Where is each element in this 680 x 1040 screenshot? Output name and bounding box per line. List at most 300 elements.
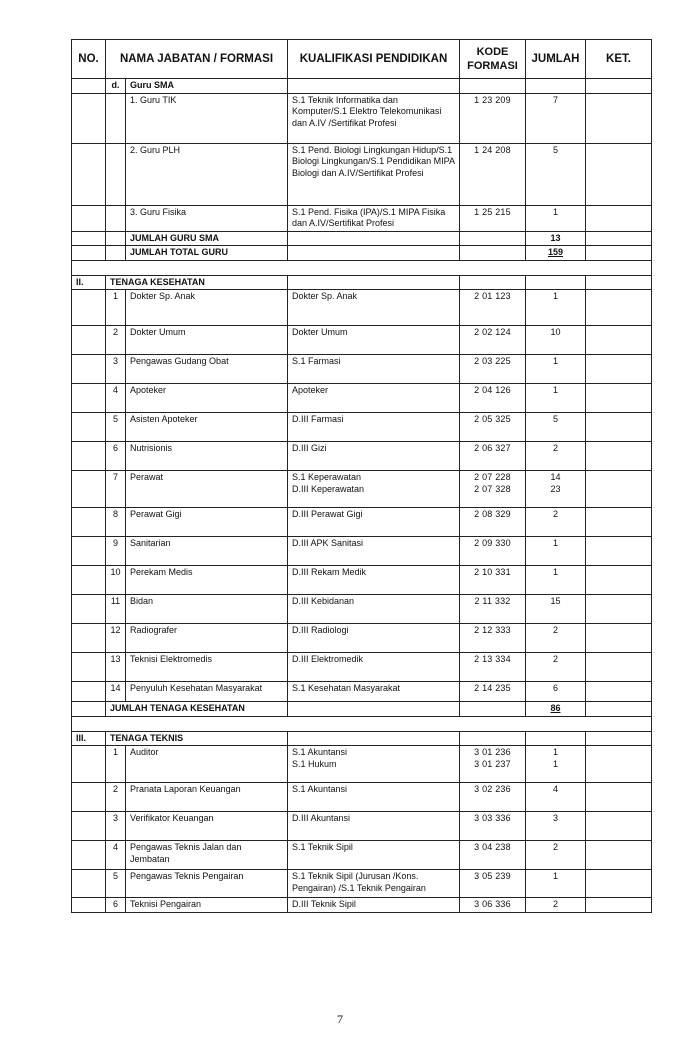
kesehatan-row-no: 5 (106, 413, 126, 442)
empty-cell (586, 205, 652, 231)
kesehatan-row-jumlah (526, 290, 586, 326)
grand-total-label: JUMLAH TOTAL GURU (126, 246, 288, 261)
kode-line: 3 02 236 (474, 784, 511, 794)
kesehatan-total-cell (526, 702, 586, 717)
qual-line: D.III Gizi (292, 443, 327, 453)
teknis-row-jumlah (526, 812, 586, 841)
jumlah-line: 1 (552, 871, 558, 881)
empty-cell (586, 595, 652, 624)
qual-line: D.III Akuntansi (292, 813, 351, 823)
header-jumlah: JUMLAH (526, 40, 586, 79)
kesehatan-row-name: Asisten Apoteker (126, 413, 288, 442)
empty-cell (586, 624, 652, 653)
qual-line: S.1 Hukum (292, 758, 337, 769)
guru-sma-letter: d. (106, 79, 126, 94)
empty-cell (526, 275, 586, 290)
teknis-row (72, 812, 652, 841)
empty-cell (288, 702, 460, 717)
kesehatan-row-qual (288, 355, 460, 384)
empty-cell (72, 841, 106, 870)
qual-line: S.1 Farmasi (292, 356, 341, 366)
kode-line: 2 07 228 (474, 472, 511, 482)
kesehatan-row-no: 14 (106, 682, 126, 702)
kode-line: 3 06 336 (474, 899, 511, 909)
empty-cell (460, 246, 526, 261)
empty-cell (72, 413, 106, 442)
empty-cell (460, 231, 526, 246)
qual-line: D.III Perawat Gigi (292, 509, 363, 519)
kesehatan-total-label: JUMLAH TENAGA KESEHATAN (106, 702, 288, 717)
guru-jumlah: 5 (526, 143, 586, 205)
teknis-row-kode (460, 746, 526, 783)
teknis-row-name: Auditor (126, 746, 288, 783)
qual-line: D.III Kebidanan (292, 596, 355, 606)
kode-line: 2 04 126 (474, 385, 511, 395)
teknis-row-kode (460, 841, 526, 870)
kesehatan-row (72, 566, 652, 595)
empty-cell (586, 841, 652, 870)
teknis-row-no: 6 (106, 898, 126, 913)
kesehatan-row-no: 12 (106, 624, 126, 653)
kesehatan-row-kode (460, 355, 526, 384)
empty-cell (288, 79, 460, 94)
teknis-section-no: III. (72, 731, 106, 746)
teknis-row-kode (460, 783, 526, 812)
kesehatan-row-kode (460, 595, 526, 624)
qual-line: S.1 Akuntansi (292, 747, 348, 757)
kesehatan-row-jumlah (526, 624, 586, 653)
kesehatan-row-name: Dokter Umum (126, 326, 288, 355)
kesehatan-row-kode (460, 566, 526, 595)
header-kode-line2: FORMASI (467, 60, 518, 72)
kesehatan-section-no: II. (72, 275, 106, 290)
teknis-row-qual (288, 746, 460, 783)
empty-cell (586, 79, 652, 94)
guru-qual: S.1 Pend. Biologi Lingkungan Hidup/S.1 Biologi Lingkungan/S.1 Pendidikan MIPA Biologi dan A.IV/Sertifikat Profesi (288, 143, 460, 205)
empty-cell (586, 870, 652, 898)
empty-cell (586, 413, 652, 442)
kesehatan-row-name: Radiografer (126, 624, 288, 653)
kesehatan-row-name: Penyuluh Kesehatan Masyarakat (126, 682, 288, 702)
empty-cell (586, 442, 652, 471)
teknis-row (72, 783, 652, 812)
jumlah-line: 1 (552, 538, 558, 548)
page-number: 7 (337, 1012, 343, 1026)
empty-cell (72, 870, 106, 898)
kesehatan-row-qual (288, 508, 460, 537)
teknis-row-jumlah (526, 746, 586, 783)
jumlah-line: 6 (552, 683, 558, 693)
kesehatan-row-qual (288, 290, 460, 326)
teknis-row-qual (288, 870, 460, 898)
teknis-row-qual (288, 812, 460, 841)
kesehatan-row-name: Teknisi Elektromedis (126, 653, 288, 682)
jumlah-line: 1 (552, 385, 558, 395)
empty-cell (72, 682, 106, 702)
empty-cell (106, 205, 126, 231)
qual-line: S.1 Akuntansi (292, 784, 348, 794)
empty-cell (72, 246, 106, 261)
kode-line: 2 11 332 (474, 596, 511, 606)
kesehatan-row-kode (460, 653, 526, 682)
kesehatan-row (72, 290, 652, 326)
kesehatan-section-header (72, 275, 652, 290)
kesehatan-row-no: 7 (106, 471, 126, 508)
guru-row (72, 93, 652, 143)
guru-qual: S.1 Teknik Informatika dan Komputer/S.1 Elektro Telekomunikasi dan A.IV /Sertifikat Profesi (288, 93, 460, 143)
empty-cell (288, 275, 460, 290)
header-ket: KET. (586, 40, 652, 79)
empty-cell (526, 79, 586, 94)
jumlah-line: 2 (552, 654, 558, 664)
kesehatan-row (72, 384, 652, 413)
kesehatan-row-jumlah (526, 471, 586, 508)
teknis-row-no: 1 (106, 746, 126, 783)
empty-cell (72, 93, 106, 143)
empty-cell (72, 624, 106, 653)
empty-cell (72, 566, 106, 595)
empty-cell (460, 702, 526, 717)
kode-line: 2 01 123 (474, 291, 511, 301)
kesehatan-row-qual (288, 537, 460, 566)
empty-cell (460, 731, 526, 746)
empty-cell (72, 783, 106, 812)
kode-line: 3 04 238 (474, 842, 511, 852)
teknis-section-title: TENAGA TEKNIS (106, 731, 288, 746)
empty-cell (586, 290, 652, 326)
qual-line: D.III Rekam Medik (292, 567, 367, 577)
kesehatan-row-kode (460, 413, 526, 442)
kesehatan-row-name: Perawat Gigi (126, 508, 288, 537)
empty-cell (586, 231, 652, 246)
kode-line: 3 01 236 (474, 747, 511, 757)
kesehatan-row-name: Perekam Medis (126, 566, 288, 595)
teknis-row-qual (288, 898, 460, 913)
empty-cell (72, 508, 106, 537)
teknis-row-name: Pengawas Teknis Pengairan (126, 870, 288, 898)
guru-name: 2. Guru PLH (126, 143, 288, 205)
kesehatan-row-kode (460, 682, 526, 702)
empty-cell (586, 143, 652, 205)
empty-cell (288, 246, 460, 261)
kesehatan-row-qual (288, 566, 460, 595)
formation-table (71, 39, 652, 913)
empty-cell (586, 746, 652, 783)
teknis-row-jumlah (526, 783, 586, 812)
empty-cell (72, 537, 106, 566)
spacer-row (72, 260, 652, 275)
empty-cell (72, 471, 106, 508)
teknis-row-jumlah (526, 898, 586, 913)
empty-cell (526, 731, 586, 746)
kesehatan-row-no: 10 (106, 566, 126, 595)
kesehatan-row-name: Dokter Sp. Anak (126, 290, 288, 326)
empty-cell (106, 246, 126, 261)
kode-line: 2 12 333 (474, 625, 511, 635)
kode-line: 2 10 331 (474, 567, 511, 577)
jumlah-line: 2 (552, 625, 558, 635)
jumlah-line: 4 (552, 784, 558, 794)
jumlah-line: 1 (552, 747, 558, 757)
teknis-row-no: 3 (106, 812, 126, 841)
jumlah-line: 15 (550, 596, 561, 606)
kesehatan-row-no: 2 (106, 326, 126, 355)
guru-name: 3. Guru Fisika (126, 205, 288, 231)
empty-cell (586, 537, 652, 566)
empty-cell (586, 384, 652, 413)
kesehatan-row-kode (460, 508, 526, 537)
jumlah-line: 1 (552, 291, 558, 301)
kode-line: 3 05 239 (474, 871, 511, 881)
jumlah-line: 1 (552, 356, 558, 366)
kesehatan-row-qual (288, 442, 460, 471)
teknis-row-no: 4 (106, 841, 126, 870)
jumlah-line: 1 (552, 567, 558, 577)
empty-cell (72, 384, 106, 413)
kesehatan-row-kode (460, 537, 526, 566)
empty-cell (586, 471, 652, 508)
guru-jumlah: 1 (526, 205, 586, 231)
kode-line: 2 09 330 (474, 538, 511, 548)
empty-cell (106, 231, 126, 246)
guru-sma-total-value: 13 (526, 231, 586, 246)
empty-cell (586, 93, 652, 143)
kesehatan-row-jumlah (526, 442, 586, 471)
spacer-row (72, 716, 652, 731)
grand-total-value: 159 (547, 247, 564, 257)
empty-cell (72, 290, 106, 326)
guru-qual: S.1 Pend. Fisika (IPA)/S.1 MIPA Fisika dan A.IV/Sertifikat Profesi (288, 205, 460, 231)
guru-row (72, 143, 652, 205)
empty-cell (586, 566, 652, 595)
kesehatan-total-row (72, 702, 652, 717)
grand-total-cell (526, 246, 586, 261)
jumlah-line: 5 (552, 414, 558, 424)
kesehatan-row-qual (288, 624, 460, 653)
guru-sma-total-label: JUMLAH GURU SMA (126, 231, 288, 246)
kesehatan-row-jumlah (526, 682, 586, 702)
kesehatan-row-kode (460, 384, 526, 413)
kesehatan-row-kode (460, 471, 526, 508)
kesehatan-row-jumlah (526, 355, 586, 384)
guru-sma-title: Guru SMA (126, 79, 288, 94)
teknis-row (72, 870, 652, 898)
teknis-row-kode (460, 870, 526, 898)
kesehatan-row-qual (288, 471, 460, 508)
empty-cell (460, 79, 526, 94)
kesehatan-row-jumlah (526, 508, 586, 537)
kesehatan-row-qual (288, 413, 460, 442)
kesehatan-row (72, 413, 652, 442)
jumlah-line: 2 (552, 509, 558, 519)
header-row (72, 40, 652, 79)
kesehatan-row-no: 3 (106, 355, 126, 384)
kode-line: 3 01 237 (474, 758, 511, 769)
kesehatan-row-no: 8 (106, 508, 126, 537)
kesehatan-row (72, 508, 652, 537)
teknis-section-header (72, 731, 652, 746)
empty-cell (586, 246, 652, 261)
empty-cell (586, 508, 652, 537)
guru-kode: 1 24 208 (460, 143, 526, 205)
empty-cell (72, 143, 106, 205)
empty-cell (106, 93, 126, 143)
kesehatan-total-value: 86 (550, 703, 561, 713)
kesehatan-row-qual (288, 595, 460, 624)
teknis-row-name: Verifikator Keuangan (126, 812, 288, 841)
kesehatan-row-kode (460, 442, 526, 471)
qual-line: Apoteker (292, 385, 329, 395)
qual-line: Dokter Umum (292, 327, 348, 337)
jumlah-line: 2 (552, 899, 558, 909)
kesehatan-row-name: Pengawas Gudang Obat (126, 355, 288, 384)
empty-cell (586, 355, 652, 384)
qual-line: D.III Keperawatan (292, 483, 365, 494)
header-nama: NAMA JABATAN / FORMASI (106, 40, 288, 79)
kesehatan-row-name: Apoteker (126, 384, 288, 413)
empty-cell (72, 812, 106, 841)
empty-cell (72, 442, 106, 471)
guru-kode: 1 23 209 (460, 93, 526, 143)
qual-line: Dokter Sp. Anak (292, 291, 358, 301)
kesehatan-row-jumlah (526, 537, 586, 566)
empty-cell (586, 326, 652, 355)
empty-cell (586, 682, 652, 702)
qual-line: S.1 Teknik Sipil (Jurusan /Kons. Pengairan) /S.1 Teknik Pengairan (292, 871, 426, 893)
kesehatan-row-name: Perawat (126, 471, 288, 508)
teknis-row-qual (288, 783, 460, 812)
kesehatan-row (72, 355, 652, 384)
qual-line: D.III Elektromedik (292, 654, 364, 664)
empty-cell (72, 231, 106, 246)
kode-line: 2 13 334 (474, 654, 511, 664)
header-kualifikasi: KUALIFIKASI PENDIDIKAN (288, 40, 460, 79)
qual-line: S.1 Kesehatan Masyarakat (292, 683, 401, 693)
kode-line: 2 05 325 (474, 414, 511, 424)
teknis-row-qual (288, 841, 460, 870)
kesehatan-row-qual (288, 682, 460, 702)
kesehatan-section-title: TENAGA KESEHATAN (106, 275, 288, 290)
empty-cell (72, 746, 106, 783)
jumlah-line: 23 (550, 483, 561, 494)
qual-line: S.1 Keperawatan (292, 472, 362, 482)
qual-line: D.III APK Sanitasi (292, 538, 364, 548)
empty-cell (586, 812, 652, 841)
guru-sma-total-row (72, 231, 652, 246)
jumlah-line: 10 (550, 327, 561, 337)
kesehatan-row-name: Bidan (126, 595, 288, 624)
kesehatan-row-jumlah (526, 384, 586, 413)
kesehatan-row-no: 13 (106, 653, 126, 682)
qual-line: D.III Teknik Sipil (292, 899, 356, 909)
kesehatan-row-qual (288, 326, 460, 355)
grand-total-row (72, 246, 652, 261)
kode-line: 2 06 327 (474, 443, 511, 453)
kesehatan-row-name: Sanitarian (126, 537, 288, 566)
kesehatan-row-no: 1 (106, 290, 126, 326)
kesehatan-row-qual (288, 653, 460, 682)
empty-cell (586, 731, 652, 746)
guru-row (72, 205, 652, 231)
jumlah-line: 14 (550, 472, 561, 482)
empty-cell (586, 783, 652, 812)
guru-jumlah: 7 (526, 93, 586, 143)
empty-cell (72, 595, 106, 624)
empty-cell (72, 355, 106, 384)
empty-cell (288, 731, 460, 746)
empty-cell (586, 653, 652, 682)
kesehatan-row-kode (460, 290, 526, 326)
empty-cell (586, 702, 652, 717)
kesehatan-row (72, 624, 652, 653)
kode-line: 2 14 235 (474, 683, 511, 693)
kesehatan-row-jumlah (526, 413, 586, 442)
empty-cell (106, 143, 126, 205)
kesehatan-row-jumlah (526, 326, 586, 355)
guru-sma-header-row (72, 79, 652, 94)
kesehatan-row (72, 326, 652, 355)
kesehatan-row-no: 6 (106, 442, 126, 471)
empty-cell (72, 326, 106, 355)
kesehatan-row (72, 442, 652, 471)
spacer-cell (72, 260, 652, 275)
kesehatan-row-qual (288, 384, 460, 413)
teknis-row (72, 746, 652, 783)
kesehatan-row (72, 537, 652, 566)
kesehatan-row-jumlah (526, 566, 586, 595)
teknis-row-no: 2 (106, 783, 126, 812)
jumlah-line: 2 (552, 842, 558, 852)
teknis-row-no: 5 (106, 870, 126, 898)
qual-line: S.1 Teknik Sipil (292, 842, 353, 852)
kesehatan-row-no: 4 (106, 384, 126, 413)
kesehatan-row (72, 682, 652, 702)
empty-cell (72, 702, 106, 717)
spacer-cell (72, 716, 652, 731)
empty-cell (72, 898, 106, 913)
kode-line: 2 02 124 (474, 327, 511, 337)
teknis-row (72, 898, 652, 913)
teknis-row-kode (460, 812, 526, 841)
guru-sma-no-cell (72, 79, 106, 94)
empty-cell (460, 275, 526, 290)
guru-name: 1. Guru TIK (126, 93, 288, 143)
kesehatan-row (72, 653, 652, 682)
kode-line: 2 08 329 (474, 509, 511, 519)
header-kode-line1: KODE (476, 46, 509, 58)
empty-cell (288, 231, 460, 246)
jumlah-line: 3 (552, 813, 558, 823)
empty-cell (586, 275, 652, 290)
empty-cell (586, 898, 652, 913)
teknis-row-name: Pranata Laporan Keuangan (126, 783, 288, 812)
kesehatan-row-name: Nutrisionis (126, 442, 288, 471)
kode-line: 2 07 328 (474, 483, 511, 494)
jumlah-line: 2 (552, 443, 558, 453)
kesehatan-row-no: 11 (106, 595, 126, 624)
guru-kode: 1 25 215 (460, 205, 526, 231)
teknis-row-name: Pengawas Teknis Jalan dan Jembatan (126, 841, 288, 870)
qual-line: D.III Radiologi (292, 625, 349, 635)
jumlah-line: 1 (552, 758, 558, 769)
teknis-row-jumlah (526, 870, 586, 898)
kesehatan-row-kode (460, 624, 526, 653)
kode-line: 2 03 225 (474, 356, 511, 366)
empty-cell (72, 205, 106, 231)
kesehatan-row-jumlah (526, 595, 586, 624)
empty-cell (72, 653, 106, 682)
kesehatan-row-kode (460, 326, 526, 355)
